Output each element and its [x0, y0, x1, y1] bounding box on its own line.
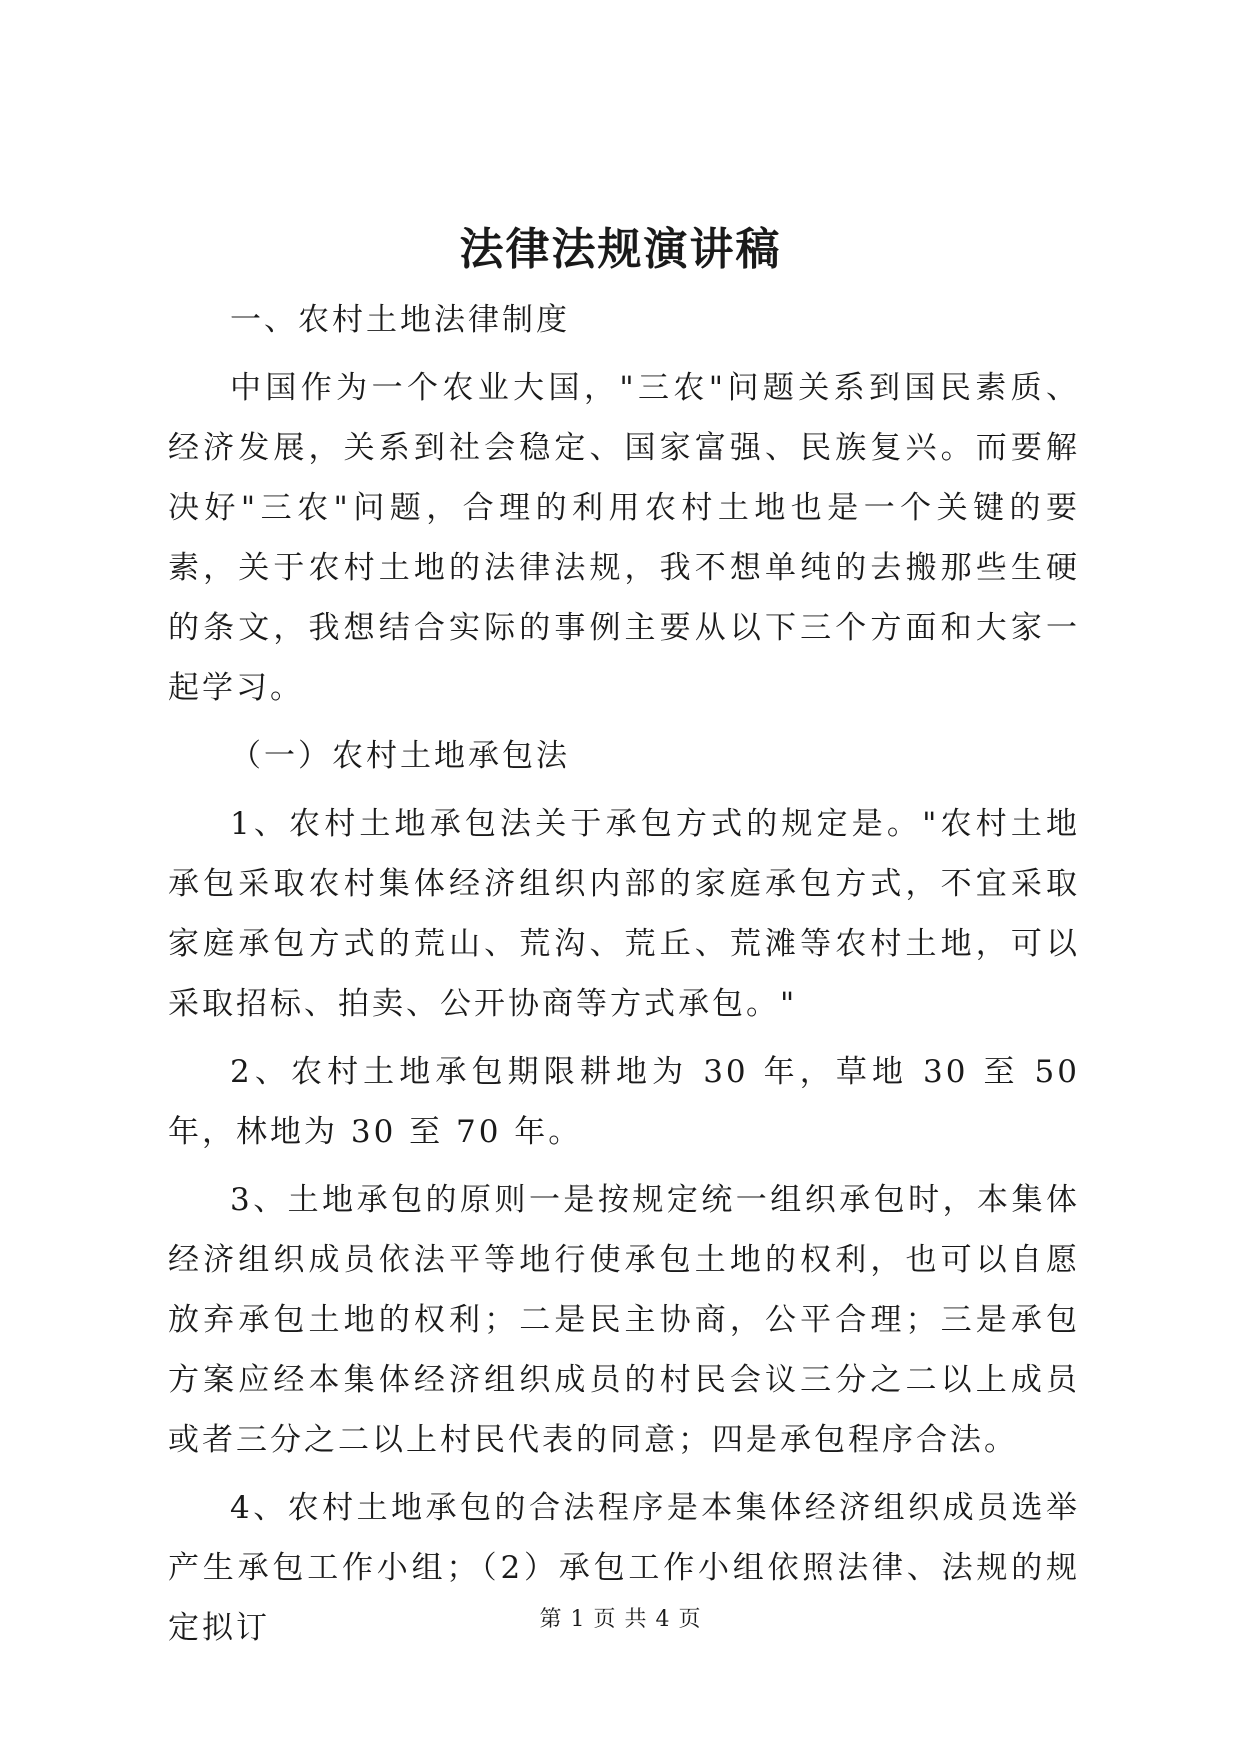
list-item-4: 4、农村土地承包的合法程序是本集体经济组织成员选举产生承包工作小组；（2）承包工作小组依照法律、法规的规定拟订	[168, 1490, 1080, 1646]
section-heading: 一、农村土地法律制度	[230, 302, 570, 338]
document-body	[168, 290, 1080, 1658]
list-item-1: 1、农村土地承包法关于承包方式的规定是。"农村土地承包采取农村集体经济组织内部的家庭承包方式，不宜采取家庭承包方式的荒山、荒沟、荒丘、荒滩等农村土地，可以采取招标、拍卖、公开协商等方式承包。"	[168, 806, 1080, 1022]
list-item-2: 2、农村土地承包期限耕地为 30 年，草地 30 至 50 年，林地为 30 至 70 年。	[168, 1054, 1080, 1150]
subsection-heading: （一）农村土地承包法	[230, 738, 570, 774]
page-footer: 第 1 页 共 4 页	[539, 1607, 702, 1632]
document-title: 法律法规演讲稿	[459, 224, 782, 275]
list-item-3: 3、土地承包的原则一是按规定统一组织承包时，本集体经济组织成员依法平等地行使承包土地的权利，也可以自愿放弃承包土地的权利；二是民主协商，公平合理；三是承包方案应经本集体经济组织成员的村民会议三分之二以上成员或者三分之二以上村民代表的同意；四是承包程序合法。	[168, 1182, 1080, 1458]
intro-paragraph: 中国作为一个农业大国，"三农"问题关系到国民素质、经济发展，关系到社会稳定、国家富强、民族复兴。而要解决好"三农"问题，合理的利用农村土地也是一个关键的要素，关于农村土地的法律法规，我不想单纯的去搬那些生硬的条文，我想结合实际的事例主要从以下三个方面和大家一起学习。	[168, 370, 1080, 706]
